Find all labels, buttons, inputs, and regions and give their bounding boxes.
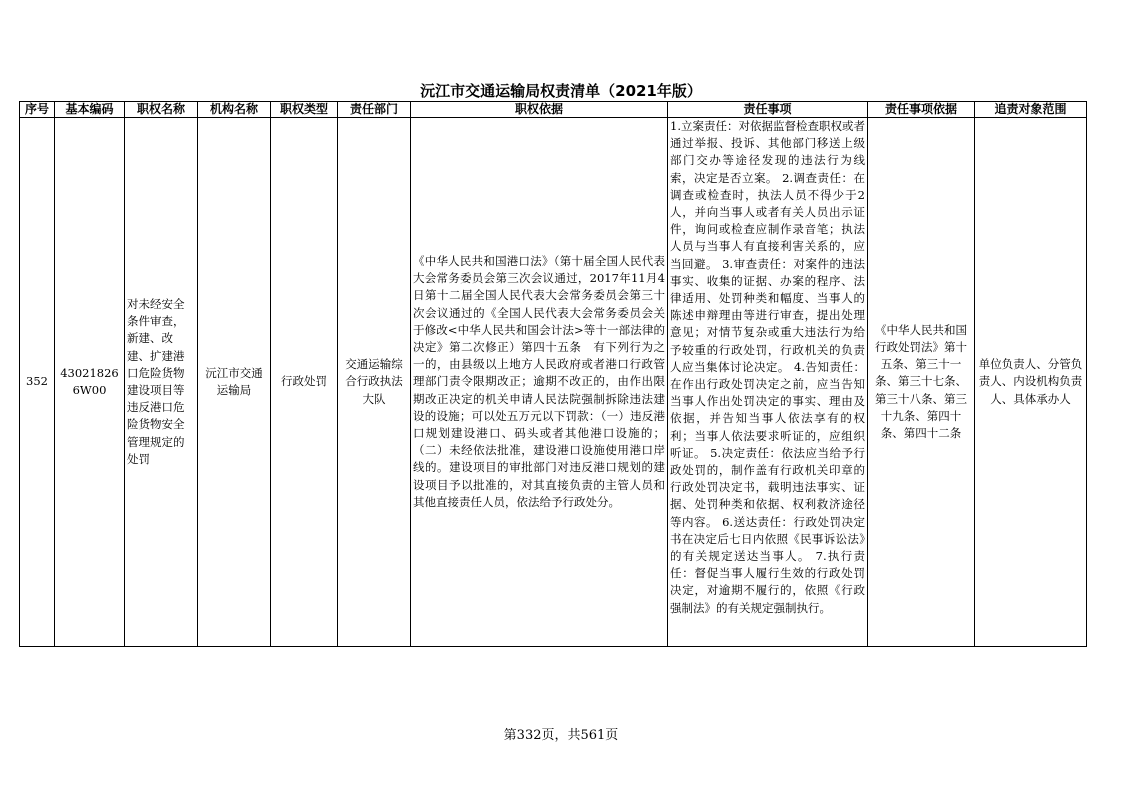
cell-code: 430218266W00 [55, 118, 125, 647]
header-org-name: 机构名称 [198, 102, 271, 118]
header-duty-basis: 责任事项依据 [868, 102, 975, 118]
cell-seq: 352 [20, 118, 55, 647]
header-duties: 责任事项 [668, 102, 868, 118]
header-power-type: 职权类型 [271, 102, 338, 118]
cell-duty-basis: 《中华人民共和国行政处罚法》第十五条、第三十一条、第三十七条、第三十八条、第三十九条、第四十条、第四十二条 [868, 118, 975, 647]
cell-org-name: 沅江市交通运输局 [198, 118, 271, 647]
cell-power-name: 对未经安全条件审查，新建、改建、扩建港口危险货物建设项目等违反港口危险货物安全管理规定的处罚 [125, 118, 198, 647]
cell-power-type: 行政处罚 [271, 118, 338, 647]
table-header-row [20, 102, 1087, 118]
header-seq: 序号 [20, 102, 55, 118]
header-accountability: 追责对象范围 [975, 102, 1087, 118]
cell-duties [668, 118, 868, 647]
header-code: 基本编码 [55, 102, 125, 118]
duty-list-table [19, 101, 1087, 647]
cell-accountability: 单位负责人、分管负责人、内设机构负责人、具体承办人 [975, 118, 1087, 647]
header-basis: 职权依据 [411, 102, 668, 118]
header-power-name: 职权名称 [125, 102, 198, 118]
table-row [20, 118, 1087, 647]
cell-basis: 《中华人民共和国港口法》（第十届全国人民代表大会常务委员会第三次会议通过，2017年11月4日第十二届全国人民代表大会常务委员会第三十次会议通过的《全国人民代表大会常务委员会关于修改<中华人民共和国会计法>等十一部法律的决定》第二次修正）第四十五条 有下列行为之一的，由县级以上地方人民政府或者港口行政管理部门责令限期改正；逾期不改正的，由作出限期改正决定的机关申请人民法院强制拆除违法建设的设施；可以处五万元以下罚款：（一）违反港口规划建设港口、码头或者其他港口设施的；（二）未经依法批准，建设港口设施使用港口岸线的。建设项目的审批部门对违反港口规划的建设项目予以批准的，对其直接负责的主管人员和其他直接责任人员，依法给予行政处分。 [411, 118, 668, 647]
header-dept: 责任部门 [338, 102, 411, 118]
page-title: 沅江市交通运输局权责清单（2021年版） [420, 82, 702, 100]
cell-dept: 交通运输综合行政执法大队 [338, 118, 411, 647]
duties-text: 1.立案责任：对依据监督检查职权或者通过举报、投诉、其他部门移送上级部门交办等途径发现的违法行为线索，决定是否立案。 2.调查责任：在调查或检查时，执法人员不得少于2人，并向当事人或者有关人员出示证件，询问或检查应制作录音笔；执法人员与当事人有直接利害关系的，应当回避。 3.审查责任：对案件的违法事实、收集的证据、办案的程序、法律适用、处罚种类和幅度、当事人的陈述申辩理由等进行审查，提出处理意见；对情节复杂或重大违法行为给予较重的行政处罚，行政机关的负责人应当集体讨论决定。 4.告知责任：在作出行政处罚决定之前，应当告知当事人作出处罚决定的事实、理由及依据，并告知当事人依法享有的权利；当事人依法要求听证的，应组织听证。 5.决定责任：依法应当给予行政处罚的，制作盖有行政机关印章的行政处罚决定书，载明违法事实、证据、处罚种类和依据、权利救济途径等内容。 6.送达责任：行政处罚决定书在决定后七日内依照《民事诉讼法》的有关规定送达当事人。 7.执行责任：督促当事人履行生效的行政处罚决定，对逾期不履行的，依照《行政强制法》的有关规定强制执行。 [670, 119, 865, 615]
page-footer: 第332页，共561页 [503, 728, 619, 743]
